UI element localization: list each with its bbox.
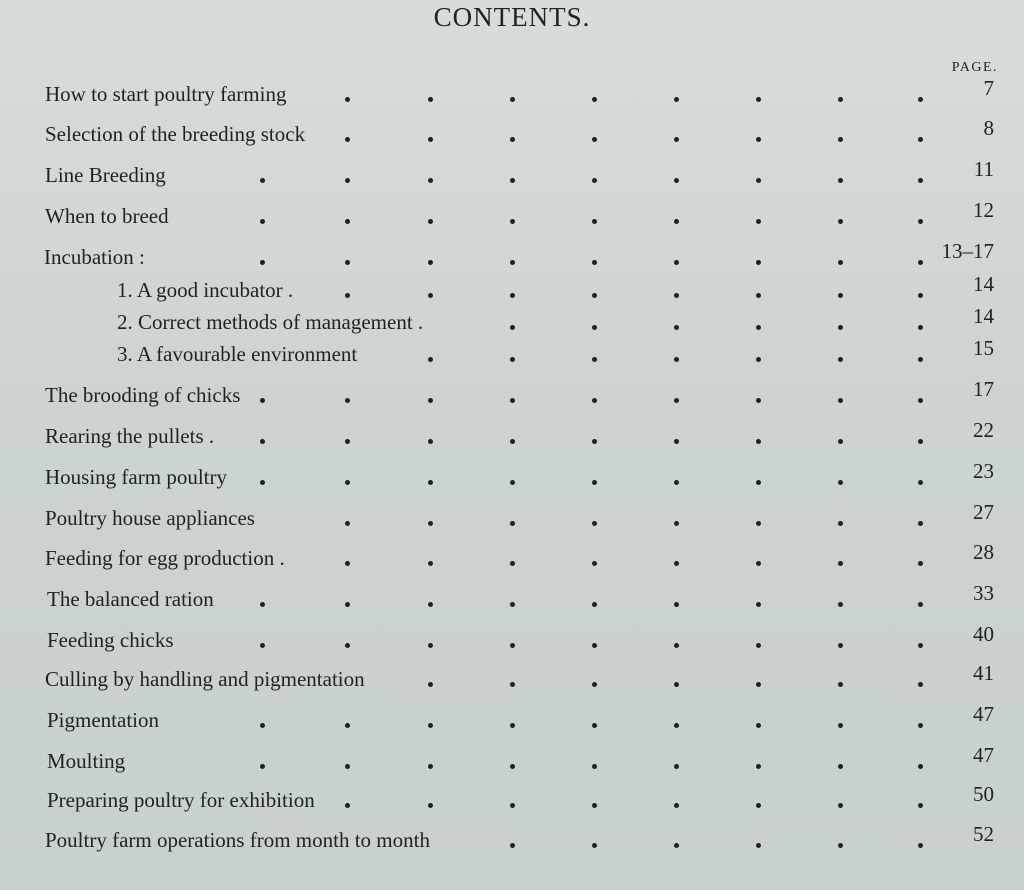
leader-dot — [674, 602, 679, 607]
dot-leader — [0, 546, 1024, 576]
leader-dot — [428, 602, 433, 607]
leader-dot — [756, 643, 761, 648]
leader-dot — [345, 723, 350, 728]
leader-dot — [838, 357, 843, 362]
leader-dot — [260, 480, 265, 485]
leader-dot — [345, 398, 350, 403]
toc-entry-title: Incubation : — [44, 245, 145, 269]
leader-dot — [674, 178, 679, 183]
leader-dot — [674, 803, 679, 808]
leader-dot — [510, 682, 515, 687]
leader-dot — [428, 643, 433, 648]
leader-dot — [592, 439, 597, 444]
toc-entry-page: 12 — [973, 198, 994, 222]
toc-entry-page: 50 — [973, 782, 994, 806]
leader-dot — [756, 357, 761, 362]
leader-dot — [674, 561, 679, 566]
toc-entry-page: 13–17 — [941, 239, 994, 263]
leader-dot — [838, 843, 843, 848]
leader-dot — [345, 521, 350, 526]
leader-dot — [592, 325, 597, 330]
toc-entry-title: 3. A favourable environment — [117, 342, 358, 366]
toc-entry-title: When to breed — [45, 204, 169, 228]
leader-dot — [510, 325, 515, 330]
leader-dot — [838, 602, 843, 607]
leader-dot — [918, 325, 923, 330]
leader-dot — [428, 260, 433, 265]
leader-dot — [592, 723, 597, 728]
leader-dot — [838, 293, 843, 298]
leader-dot — [428, 137, 433, 142]
dot-leader — [0, 708, 1024, 738]
leader-dot — [592, 561, 597, 566]
leader-dot — [918, 97, 923, 102]
leader-dot — [345, 803, 350, 808]
leader-dot — [756, 398, 761, 403]
leader-dot — [838, 178, 843, 183]
leader-dot — [756, 325, 761, 330]
leader-dot — [428, 439, 433, 444]
leader-dot — [674, 723, 679, 728]
leader-dot — [345, 137, 350, 142]
toc-entry-page: 14 — [973, 272, 994, 296]
leader-dot — [592, 293, 597, 298]
leader-dot — [510, 602, 515, 607]
toc-entry-page: 8 — [983, 116, 994, 140]
toc-subentry — [0, 272, 1024, 308]
leader-dot — [674, 219, 679, 224]
leader-dot — [918, 439, 923, 444]
leader-dot — [838, 398, 843, 403]
toc-entry-title: The balanced ration — [47, 587, 214, 611]
leader-dot — [918, 398, 923, 403]
toc-entry-page: 40 — [973, 622, 994, 646]
leader-dot — [592, 357, 597, 362]
toc-entry-title: The brooding of chicks — [45, 383, 241, 407]
leader-dot — [918, 137, 923, 142]
leader-dot — [510, 723, 515, 728]
leader-dot — [428, 561, 433, 566]
toc-entry-page: 14 — [973, 304, 994, 328]
leader-dot — [510, 398, 515, 403]
toc-entry-page: 27 — [973, 500, 994, 524]
leader-dot — [345, 643, 350, 648]
leader-dot — [428, 178, 433, 183]
leader-dot — [674, 643, 679, 648]
toc-entry-page: 7 — [983, 76, 994, 100]
toc-subentry — [0, 304, 1024, 340]
toc-subentry — [0, 336, 1024, 372]
leader-dot — [756, 260, 761, 265]
toc-entry-title: Poultry house appliances — [45, 506, 255, 530]
leader-dot — [592, 764, 597, 769]
leader-dot — [756, 803, 761, 808]
leader-dot — [674, 260, 679, 265]
toc-entry-title: Poultry farm operations from month to month — [45, 828, 430, 852]
toc-entry-title: Feeding chicks — [47, 628, 174, 652]
leader-dot — [592, 480, 597, 485]
leader-dot — [756, 439, 761, 444]
dot-leader — [0, 163, 1024, 193]
leader-dot — [918, 521, 923, 526]
toc-entry — [0, 622, 1024, 658]
leader-dot — [592, 521, 597, 526]
toc-entry — [0, 157, 1024, 193]
toc-entry-page: 15 — [973, 336, 994, 360]
dot-leader — [0, 204, 1024, 234]
leader-dot — [674, 521, 679, 526]
leader-dot — [674, 439, 679, 444]
dot-leader — [0, 310, 1024, 340]
leader-dot — [428, 97, 433, 102]
toc-entry-page: 11 — [973, 157, 994, 181]
leader-dot — [428, 682, 433, 687]
leader-dot — [592, 682, 597, 687]
leader-dot — [838, 219, 843, 224]
leader-dot — [918, 561, 923, 566]
leader-dot — [345, 260, 350, 265]
leader-dot — [345, 602, 350, 607]
leader-dot — [838, 137, 843, 142]
toc-entry-page: 41 — [973, 661, 994, 685]
leader-dot — [674, 682, 679, 687]
dot-leader — [0, 628, 1024, 658]
toc-entry — [0, 540, 1024, 576]
leader-dot — [838, 643, 843, 648]
page-title: CONTENTS. — [433, 2, 591, 32]
dot-leader — [0, 465, 1024, 495]
toc-entry-title: Feeding for egg production . — [45, 546, 285, 570]
toc-entry-page: 23 — [973, 459, 994, 483]
leader-dot — [592, 219, 597, 224]
leader-dot — [918, 178, 923, 183]
leader-dot — [345, 219, 350, 224]
leader-dot — [510, 178, 515, 183]
leader-dot — [838, 803, 843, 808]
leader-dot — [756, 137, 761, 142]
toc-entry-page: 47 — [973, 702, 994, 726]
leader-dot — [674, 398, 679, 403]
leader-dot — [838, 325, 843, 330]
toc-entry-page: 33 — [973, 581, 994, 605]
leader-dot — [260, 723, 265, 728]
page-column-header: PAGE. — [951, 60, 998, 75]
leader-dot — [838, 682, 843, 687]
leader-dot — [592, 178, 597, 183]
leader-dot — [260, 260, 265, 265]
leader-dot — [838, 439, 843, 444]
leader-dot — [510, 521, 515, 526]
leader-dot — [918, 357, 923, 362]
toc-entry-page: 52 — [973, 822, 994, 846]
toc-entry-title: Culling by handling and pigmentation — [45, 667, 365, 691]
leader-dot — [510, 643, 515, 648]
leader-dot — [510, 137, 515, 142]
leader-dot — [756, 764, 761, 769]
toc-entry — [0, 76, 1024, 112]
toc-entry — [0, 743, 1024, 779]
leader-dot — [838, 764, 843, 769]
leader-dot — [260, 643, 265, 648]
leader-dot — [838, 521, 843, 526]
leader-dot — [674, 325, 679, 330]
dot-leader — [0, 587, 1024, 617]
leader-dot — [345, 293, 350, 298]
dot-leader — [0, 788, 1024, 818]
leader-dot — [428, 521, 433, 526]
leader-dot — [345, 561, 350, 566]
toc-entry-title: Selection of the breeding stock — [45, 122, 306, 146]
leader-dot — [428, 480, 433, 485]
leader-dot — [918, 643, 923, 648]
dot-leader — [0, 82, 1024, 112]
leader-dot — [510, 764, 515, 769]
leader-dot — [918, 480, 923, 485]
dot-leader — [0, 383, 1024, 413]
leader-dot — [510, 803, 515, 808]
toc-entry — [0, 198, 1024, 234]
toc-entry-title: Moulting — [47, 749, 126, 773]
leader-dot — [510, 97, 515, 102]
leader-dot — [592, 803, 597, 808]
toc-entry-title: Rearing the pullets . — [45, 424, 215, 448]
leader-dot — [918, 602, 923, 607]
leader-dot — [510, 357, 515, 362]
dot-leader — [0, 667, 1024, 697]
toc-entry-title: Line Breeding — [45, 163, 166, 187]
leader-dot — [838, 561, 843, 566]
dot-leader — [0, 749, 1024, 779]
leader-dot — [428, 293, 433, 298]
leader-dot — [592, 398, 597, 403]
toc-entry-title: 1. A good incubator . — [117, 278, 294, 302]
toc-entry — [0, 822, 1024, 858]
toc-entry — [0, 377, 1024, 413]
leader-dot — [674, 764, 679, 769]
dot-leader — [0, 122, 1024, 152]
leader-dot — [918, 260, 923, 265]
leader-dot — [918, 723, 923, 728]
leader-dot — [428, 219, 433, 224]
toc-entry — [0, 500, 1024, 536]
leader-dot — [510, 843, 515, 848]
leader-dot — [592, 97, 597, 102]
leader-dot — [260, 219, 265, 224]
leader-dot — [918, 803, 923, 808]
leader-dot — [510, 260, 515, 265]
leader-dot — [756, 178, 761, 183]
dot-leader — [0, 278, 1024, 308]
leader-dot — [918, 764, 923, 769]
leader-dot — [674, 97, 679, 102]
dot-leader — [0, 342, 1024, 372]
leader-dot — [428, 764, 433, 769]
leader-dot — [260, 764, 265, 769]
leader-dot — [756, 843, 761, 848]
leader-dot — [260, 398, 265, 403]
leader-dot — [756, 521, 761, 526]
leader-dot — [345, 439, 350, 444]
toc-entry-page: 22 — [973, 418, 994, 442]
toc-entry-title: How to start poultry farming — [45, 82, 287, 106]
leader-dot — [918, 682, 923, 687]
leader-dot — [674, 137, 679, 142]
leader-dot — [756, 723, 761, 728]
leader-dot — [428, 803, 433, 808]
leader-dot — [918, 843, 923, 848]
toc-entry — [0, 239, 1024, 275]
leader-dot — [345, 764, 350, 769]
toc-entry — [0, 661, 1024, 697]
toc-entry — [0, 702, 1024, 738]
toc-entry-title: Preparing poultry for exhibition — [47, 788, 315, 812]
dot-leader — [0, 245, 1024, 275]
leader-dot — [838, 260, 843, 265]
leader-dot — [592, 843, 597, 848]
leader-dot — [756, 293, 761, 298]
leader-dot — [838, 723, 843, 728]
leader-dot — [918, 219, 923, 224]
leader-dot — [674, 293, 679, 298]
leader-dot — [592, 602, 597, 607]
leader-dot — [345, 97, 350, 102]
leader-dot — [756, 480, 761, 485]
dot-leader — [0, 828, 1024, 858]
toc-entry-title: Pigmentation — [47, 708, 159, 732]
leader-dot — [510, 480, 515, 485]
dot-leader — [0, 424, 1024, 454]
leader-dot — [592, 137, 597, 142]
leader-dot — [838, 480, 843, 485]
leader-dot — [756, 219, 761, 224]
leader-dot — [345, 480, 350, 485]
leader-dot — [592, 260, 597, 265]
leader-dot — [756, 682, 761, 687]
toc-entry — [0, 459, 1024, 495]
leader-dot — [592, 643, 597, 648]
leader-dot — [756, 561, 761, 566]
leader-dot — [510, 561, 515, 566]
toc-entry-page: 28 — [973, 540, 994, 564]
leader-dot — [838, 97, 843, 102]
leader-dot — [260, 602, 265, 607]
toc-entry-title: 2. Correct methods of management . — [117, 310, 424, 334]
dot-leader — [0, 506, 1024, 536]
toc-entry — [0, 581, 1024, 617]
leader-dot — [674, 357, 679, 362]
leader-dot — [345, 178, 350, 183]
leader-dot — [756, 97, 761, 102]
toc-entry-page: 17 — [973, 377, 994, 401]
leader-dot — [918, 293, 923, 298]
leader-dot — [510, 293, 515, 298]
leader-dot — [674, 843, 679, 848]
leader-dot — [260, 178, 265, 183]
leader-dot — [428, 398, 433, 403]
toc-entry — [0, 782, 1024, 818]
toc-entry — [0, 116, 1024, 152]
leader-dot — [260, 439, 265, 444]
leader-dot — [510, 219, 515, 224]
leader-dot — [428, 357, 433, 362]
leader-dot — [510, 439, 515, 444]
toc-entry-title: Housing farm poultry — [45, 465, 227, 489]
leader-dot — [674, 480, 679, 485]
leader-dot — [428, 723, 433, 728]
toc-entry — [0, 418, 1024, 454]
leader-dot — [756, 602, 761, 607]
toc-entry-page: 47 — [973, 743, 994, 767]
